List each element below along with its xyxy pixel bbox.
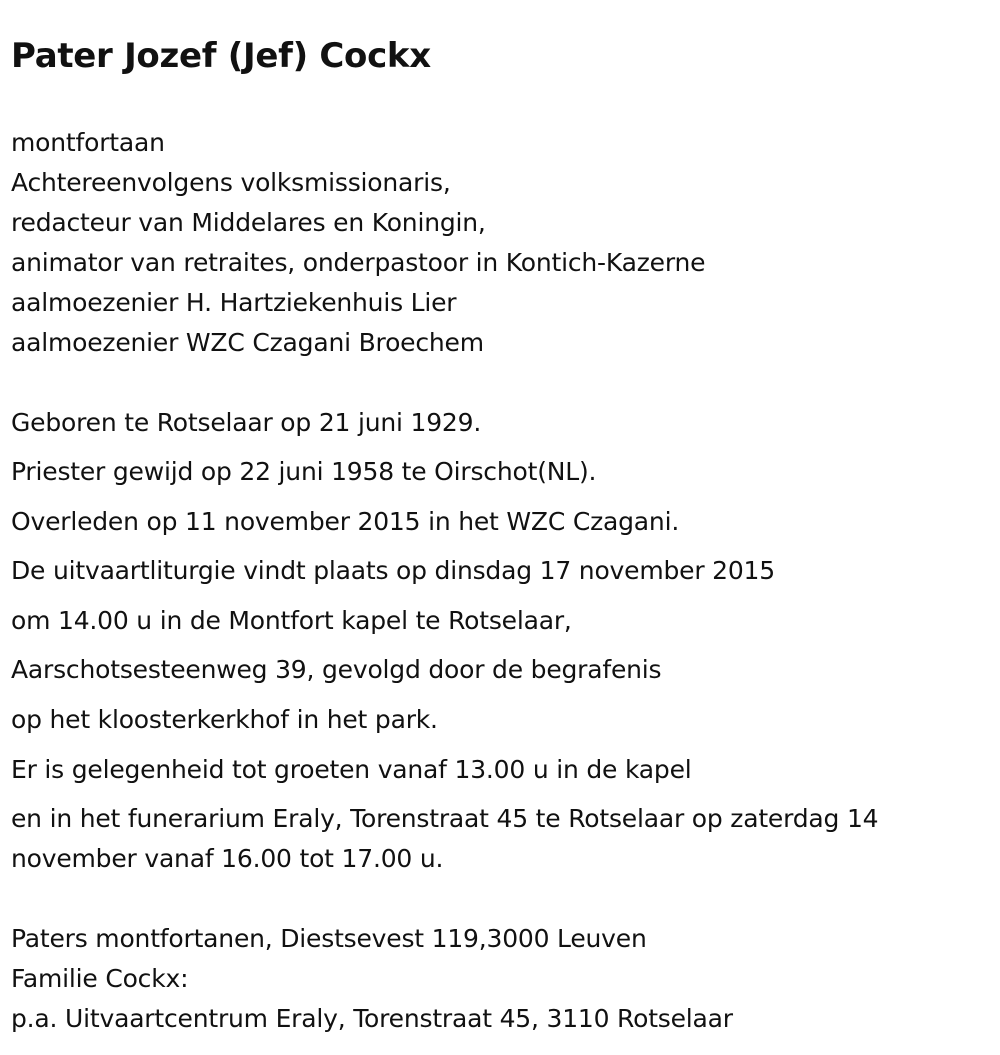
career-line: montfortaan [11, 128, 165, 157]
detail-line: Aarschotsesteenweg 39, gevolgd door de begrafenis [11, 655, 662, 684]
detail-line: op het kloosterkerkhof in het park. [11, 705, 438, 734]
career-line: Achtereenvolgens volksmissionaris, [11, 168, 451, 197]
detail-line: Priester gewijd op 22 juni 1958 te Oirschot(NL). [11, 457, 597, 486]
detail-line: en in het funerarium Eraly, Torenstraat 45 te Rotselaar op zaterdag 14 [11, 804, 879, 833]
detail-line: om 14.00 u in de Montfort kapel te Rotselaar, [11, 606, 572, 635]
detail-line: Overleden op 11 november 2015 in het WZC Czagani. [11, 507, 680, 536]
contact-line: p.a. Uitvaartcentrum Eraly, Torenstraat 45, 3110 Rotselaar [11, 1004, 733, 1033]
detail-line: Geboren te Rotselaar op 21 juni 1929. [11, 408, 482, 437]
page-title: Pater Jozef (Jef) Cockx [11, 36, 431, 76]
contact-line: Paters montfortanen, Diestsevest 119,3000 Leuven [11, 924, 647, 953]
detail-line: Er is gelegenheid tot groeten vanaf 13.00 u in de kapel [11, 755, 692, 784]
career-line: aalmoezenier WZC Czagani Broechem [11, 328, 484, 357]
career-line: redacteur van Middelares en Koningin, [11, 208, 486, 237]
detail-line: november vanaf 16.00 tot 17.00 u. [11, 844, 444, 873]
contact-line: Familie Cockx: [11, 964, 189, 993]
detail-line: De uitvaartliturgie vindt plaats op dinsdag 17 november 2015 [11, 556, 775, 585]
career-line: animator van retraites, onderpastoor in Kontich-Kazerne [11, 248, 706, 277]
career-line: aalmoezenier H. Hartziekenhuis Lier [11, 288, 457, 317]
